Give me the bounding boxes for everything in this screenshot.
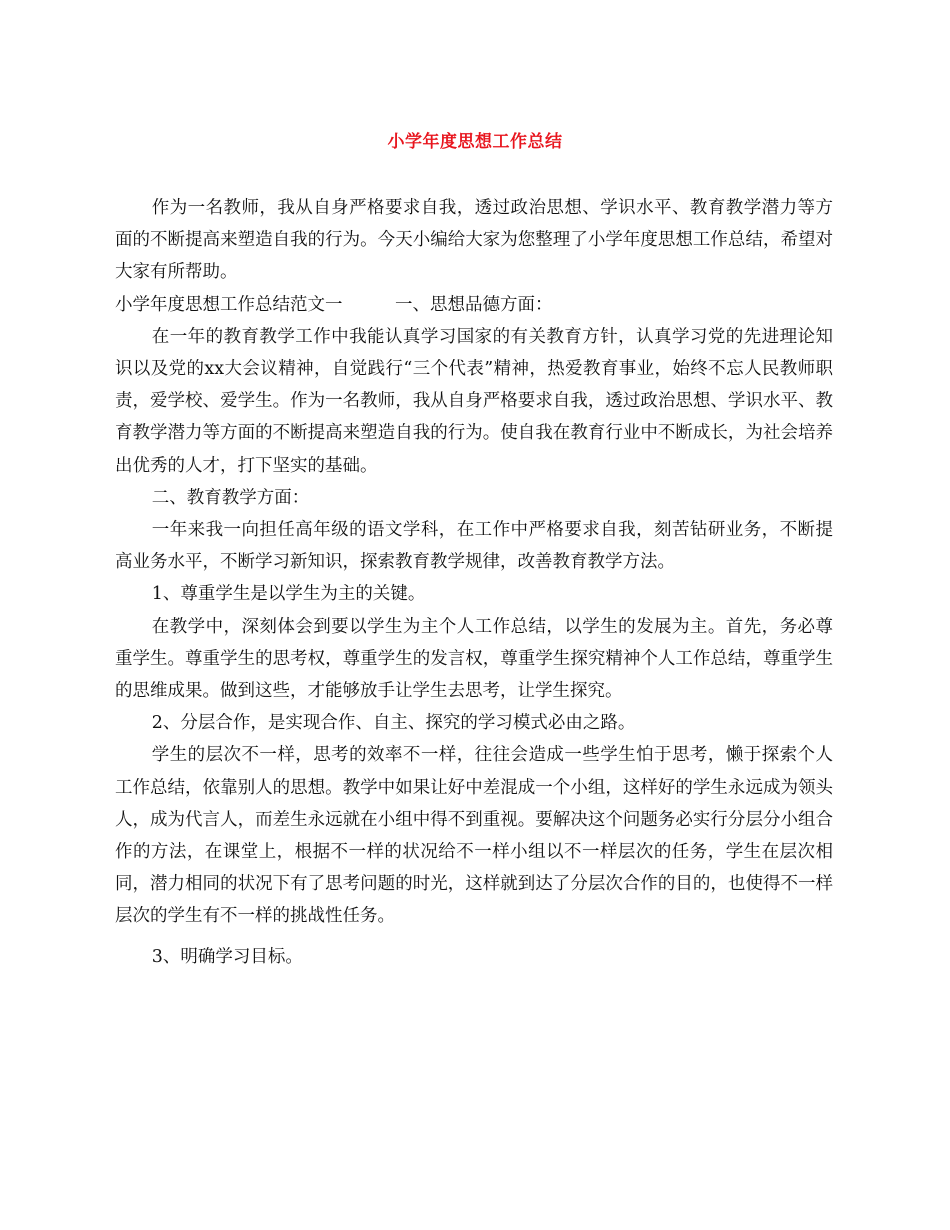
ideology-paragraph: 在一年的教育教学工作中我能认真学习国家的有关教育方针，认真学习党的先进理论知识以及党的xx大会议精神，自觉践行“三个代表”精神，热爱教育事业，始终不忘人民教师职责，爱学校、爱学生。作为一名教师，我从自身严格要求自我，透过政治思想、学识水平、教育教学潜力等方面的不断提高来塑造自我的行为。使自我在教育行业中不断成长，为社会培养出优秀的人才，打下坚实的基础。 [115,326,833,476]
point-1-paragraph: 在教学中，深刻体会到要以学生为主个人工作总结，以学生的发展为主。首先，务必尊重学生。尊重学生的思考权，尊重学生的发言权，尊重学生探究精神个人工作总结，尊重学生的思维成果。做到这些，才能够放手让学生去思考，让学生探究。 [115,616,833,702]
intro-paragraph: 作为一名教师，我从自身严格要求自我，透过政治思想、学识水平、教育教学潜力等方面的不断提高来塑造自我的行为。今天小编给大家为您整理了小学年度思想工作总结，希望对大家有所帮助。 [115,198,833,283]
document-body [115,192,833,973]
point-2-paragraph: 学生的层次不一样，思考的效率不一样，往往会造成一些学生怕于思考，懒于探索个人工作总结，依靠别人的思想。教学中如果让好中差混成一个小组，这样好的学生永远成为领头人，成为代言人，而差生永远就在小组中得不到重视。要解决这个问题务必实行分层分小组合作的方法，在课堂上，根据不一样的状况给不一样小组以不一样层次的任务，学生在层次相同，潜力相同的状况下有了思考问题的时光，这样就到达了分层次合作的目的，也使得不一样层次的学生有不一样的挑战性任务。 [115,745,833,927]
point-1-heading: 1、尊重学生是以学生为主的关键。 [151,584,426,605]
point-2-heading: 2、分层合作，是实现合作、自主、探究的学习模式必由之路。 [151,713,636,734]
document-title: 小学年度思想工作总结 [387,132,563,152]
point-3-heading: 3、明确学习目标。 [151,946,303,967]
teaching-paragraph: 一年来我一向担任高年级的语文学科，在工作中严格要求自我，刻苦钻研业务，不断提高业务水平，不断学习新知识，探索教育教学规律，改善教育教学方法。 [115,520,833,573]
section-heading-line: 小学年度思想工作总结范文一 一、思想品德方面： [115,294,553,315]
section-heading-teaching: 二、教育教学方面： [151,487,310,508]
